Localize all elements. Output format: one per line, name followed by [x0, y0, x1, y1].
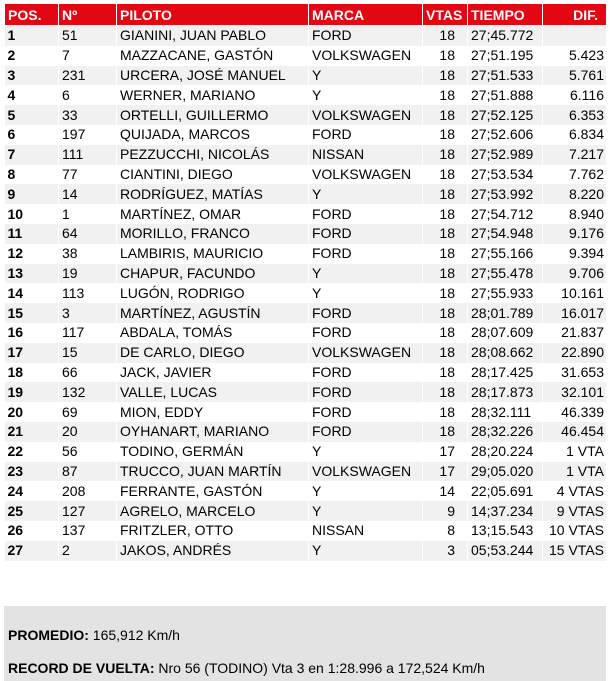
table-row: [5, 481, 607, 501]
cell-dif: 1 VTA: [543, 462, 607, 482]
table-row: [5, 66, 607, 86]
cell-dif: [543, 26, 607, 46]
cell-piloto: FERRANTE, GASTÓN: [117, 481, 309, 501]
cell-dif: 10 VTAS: [543, 521, 607, 541]
results-table: [4, 3, 607, 561]
cell-tiempo: 27;51.888: [468, 85, 543, 105]
cell-vtas: 18: [423, 85, 468, 105]
cell-vtas: 18: [423, 363, 468, 383]
cell-piloto: WERNER, MARIANO: [117, 85, 309, 105]
cell-piloto: GIANINI, JUAN PABLO: [117, 26, 309, 46]
cell-dif: 9.706: [543, 264, 607, 284]
cell-dif: 6.353: [543, 105, 607, 125]
cell-dif: 5.761: [543, 66, 607, 86]
cell-dif: 21.837: [543, 323, 607, 343]
cell-tiempo: 28;08.662: [468, 343, 543, 363]
cell-tiempo: 27;53.534: [468, 165, 543, 185]
cell-vtas: 8: [423, 521, 468, 541]
cell-pos: 3: [5, 66, 59, 86]
cell-vtas: 18: [423, 382, 468, 402]
cell-pos: 27: [5, 541, 59, 561]
cell-pos: 4: [5, 85, 59, 105]
cell-pos: 16: [5, 323, 59, 343]
promedio-value: 165,912 Km/h: [92, 627, 180, 643]
cell-tiempo: 27;55.933: [468, 283, 543, 303]
cell-marca: VOLKSWAGEN: [309, 343, 423, 363]
cell-piloto: LUGÓN, RODRIGO: [117, 283, 309, 303]
cell-pos: 10: [5, 204, 59, 224]
cell-pos: 26: [5, 521, 59, 541]
cell-vtas: 18: [423, 303, 468, 323]
cell-piloto: MION, EDDY: [117, 402, 309, 422]
cell-dif: 6.116: [543, 85, 607, 105]
cell-vtas: 18: [423, 125, 468, 145]
table-row: [5, 462, 607, 482]
table-row: [5, 422, 607, 442]
header-pos: POS.: [5, 4, 59, 26]
cell-tiempo: 28;20.224: [468, 442, 543, 462]
cell-dif: 31.653: [543, 363, 607, 383]
cell-dif: 8.940: [543, 204, 607, 224]
table-row: [5, 343, 607, 363]
cell-tiempo: 27;52.125: [468, 105, 543, 125]
cell-marca: FORD: [309, 363, 423, 383]
table-row: [5, 145, 607, 165]
cell-tiempo: 05;53.244: [468, 541, 543, 561]
cell-pos: 8: [5, 165, 59, 185]
cell-pos: 21: [5, 422, 59, 442]
cell-marca: VOLKSWAGEN: [309, 462, 423, 482]
cell-num: 111: [59, 145, 117, 165]
cell-num: 117: [59, 323, 117, 343]
summary-footer: [4, 606, 606, 681]
table-row: [5, 224, 607, 244]
header-piloto: PILOTO: [117, 4, 309, 26]
cell-dif: 9 VTAS: [543, 501, 607, 521]
cell-dif: 10.161: [543, 283, 607, 303]
cell-marca: Y: [309, 481, 423, 501]
cell-piloto: FRITZLER, OTTO: [117, 521, 309, 541]
cell-tiempo: 27;55.478: [468, 264, 543, 284]
promedio-line: [8, 627, 180, 643]
header-vtas: VTAS: [423, 4, 468, 26]
header-row: [5, 4, 607, 26]
cell-vtas: 18: [423, 26, 468, 46]
cell-num: 2: [59, 541, 117, 561]
table-row: [5, 105, 607, 125]
cell-pos: 20: [5, 402, 59, 422]
cell-tiempo: 28;17.873: [468, 382, 543, 402]
cell-marca: VOLKSWAGEN: [309, 165, 423, 185]
cell-pos: 11: [5, 224, 59, 244]
cell-piloto: AGRELO, MARCELO: [117, 501, 309, 521]
cell-vtas: 3: [423, 541, 468, 561]
cell-vtas: 18: [423, 224, 468, 244]
cell-tiempo: 22;05.691: [468, 481, 543, 501]
cell-num: 14: [59, 184, 117, 204]
cell-marca: FORD: [309, 422, 423, 442]
table-row: [5, 184, 607, 204]
cell-num: 20: [59, 422, 117, 442]
cell-pos: 19: [5, 382, 59, 402]
cell-piloto: RODRÍGUEZ, MATÍAS: [117, 184, 309, 204]
cell-marca: VOLKSWAGEN: [309, 46, 423, 66]
cell-marca: Y: [309, 85, 423, 105]
cell-pos: 23: [5, 462, 59, 482]
cell-num: 51: [59, 26, 117, 46]
cell-piloto: CIANTINI, DIEGO: [117, 165, 309, 185]
cell-piloto: MAZZACANE, GASTÓN: [117, 46, 309, 66]
cell-pos: 12: [5, 244, 59, 264]
cell-vtas: 17: [423, 462, 468, 482]
cell-pos: 1: [5, 26, 59, 46]
cell-tiempo: 27;52.989: [468, 145, 543, 165]
cell-vtas: 18: [423, 283, 468, 303]
cell-piloto: PEZZUCCHI, NICOLÁS: [117, 145, 309, 165]
cell-tiempo: 27;51.195: [468, 46, 543, 66]
table-row: [5, 541, 607, 561]
cell-dif: 1 VTA: [543, 442, 607, 462]
cell-num: 19: [59, 264, 117, 284]
cell-dif: 9.394: [543, 244, 607, 264]
cell-tiempo: 28;32.111: [468, 402, 543, 422]
cell-num: 64: [59, 224, 117, 244]
cell-piloto: MARTÍNEZ, AGUSTÍN: [117, 303, 309, 323]
cell-dif: 7.762: [543, 165, 607, 185]
cell-tiempo: 27;53.992: [468, 184, 543, 204]
cell-dif: 15 VTAS: [543, 541, 607, 561]
cell-dif: 8.220: [543, 184, 607, 204]
cell-marca: FORD: [309, 26, 423, 46]
cell-num: 33: [59, 105, 117, 125]
cell-vtas: 18: [423, 165, 468, 185]
cell-piloto: ORTELLI, GUILLERMO: [117, 105, 309, 125]
cell-pos: 9: [5, 184, 59, 204]
cell-num: 1: [59, 204, 117, 224]
cell-tiempo: 27;45.772: [468, 26, 543, 46]
cell-num: 132: [59, 382, 117, 402]
cell-pos: 2: [5, 46, 59, 66]
cell-num: 197: [59, 125, 117, 145]
cell-vtas: 18: [423, 422, 468, 442]
cell-piloto: TRUCCO, JUAN MARTÍN: [117, 462, 309, 482]
cell-dif: 22.890: [543, 343, 607, 363]
cell-piloto: MORILLO, FRANCO: [117, 224, 309, 244]
cell-tiempo: 14;37.234: [468, 501, 543, 521]
cell-vtas: 18: [423, 204, 468, 224]
cell-num: 15: [59, 343, 117, 363]
cell-num: 3: [59, 303, 117, 323]
cell-num: 38: [59, 244, 117, 264]
table-row: [5, 363, 607, 383]
cell-pos: 7: [5, 145, 59, 165]
cell-marca: FORD: [309, 303, 423, 323]
cell-piloto: URCERA, JOSÉ MANUEL: [117, 66, 309, 86]
table-row: [5, 501, 607, 521]
cell-marca: FORD: [309, 323, 423, 343]
table-row: [5, 283, 607, 303]
cell-num: 6: [59, 85, 117, 105]
cell-vtas: 18: [423, 105, 468, 125]
cell-num: 137: [59, 521, 117, 541]
cell-num: 69: [59, 402, 117, 422]
cell-marca: FORD: [309, 125, 423, 145]
cell-piloto: OYHANART, MARIANO: [117, 422, 309, 442]
record-label: RECORD DE VUELTA:: [8, 660, 155, 676]
header-num: Nº: [59, 4, 117, 26]
cell-vtas: 18: [423, 145, 468, 165]
cell-pos: 22: [5, 442, 59, 462]
cell-vtas: 18: [423, 46, 468, 66]
cell-vtas: 18: [423, 66, 468, 86]
cell-dif: 46.339: [543, 402, 607, 422]
cell-dif: 46.454: [543, 422, 607, 442]
cell-marca: Y: [309, 541, 423, 561]
cell-piloto: MARTÍNEZ, OMAR: [117, 204, 309, 224]
cell-num: 113: [59, 283, 117, 303]
cell-marca: Y: [309, 66, 423, 86]
cell-dif: 32.101: [543, 382, 607, 402]
promedio-label: PROMEDIO:: [8, 627, 89, 643]
cell-vtas: 18: [423, 402, 468, 422]
cell-tiempo: 27;55.166: [468, 244, 543, 264]
cell-dif: 9.176: [543, 224, 607, 244]
cell-tiempo: 27;54.712: [468, 204, 543, 224]
cell-dif: 16.017: [543, 303, 607, 323]
cell-num: 231: [59, 66, 117, 86]
cell-pos: 15: [5, 303, 59, 323]
cell-marca: FORD: [309, 224, 423, 244]
record-value: Nro 56 (TODINO) Vta 3 en 1:28.996 a 172,524 Km/h: [158, 660, 485, 676]
cell-tiempo: 28;17.425: [468, 363, 543, 383]
cell-marca: Y: [309, 501, 423, 521]
table-row: [5, 125, 607, 145]
table-row: [5, 26, 607, 46]
cell-tiempo: 29;05.020: [468, 462, 543, 482]
cell-tiempo: 27;54.948: [468, 224, 543, 244]
cell-vtas: 17: [423, 442, 468, 462]
cell-marca: Y: [309, 184, 423, 204]
cell-marca: FORD: [309, 204, 423, 224]
cell-pos: 5: [5, 105, 59, 125]
cell-tiempo: 28;32.226: [468, 422, 543, 442]
cell-dif: 4 VTAS: [543, 481, 607, 501]
cell-vtas: 18: [423, 343, 468, 363]
table-row: [5, 382, 607, 402]
cell-vtas: 14: [423, 481, 468, 501]
cell-dif: 6.834: [543, 125, 607, 145]
table-row: [5, 244, 607, 264]
table-row: [5, 442, 607, 462]
cell-marca: VOLKSWAGEN: [309, 105, 423, 125]
cell-num: 66: [59, 363, 117, 383]
cell-piloto: TODINO, GERMÁN: [117, 442, 309, 462]
record-line: [8, 660, 485, 676]
cell-tiempo: 13;15.543: [468, 521, 543, 541]
table-row: [5, 85, 607, 105]
cell-piloto: CHAPUR, FACUNDO: [117, 264, 309, 284]
cell-pos: 24: [5, 481, 59, 501]
cell-tiempo: 27;51.533: [468, 66, 543, 86]
cell-piloto: DE CARLO, DIEGO: [117, 343, 309, 363]
table-row: [5, 521, 607, 541]
cell-piloto: JACK, JAVIER: [117, 363, 309, 383]
table-row: [5, 264, 607, 284]
table-row: [5, 402, 607, 422]
cell-dif: 5.423: [543, 46, 607, 66]
table-row: [5, 165, 607, 185]
cell-pos: 18: [5, 363, 59, 383]
cell-vtas: 18: [423, 323, 468, 343]
cell-pos: 25: [5, 501, 59, 521]
results-body: [5, 26, 607, 561]
cell-marca: Y: [309, 264, 423, 284]
table-row: [5, 46, 607, 66]
cell-num: 7: [59, 46, 117, 66]
cell-num: 56: [59, 442, 117, 462]
cell-vtas: 18: [423, 244, 468, 264]
cell-marca: Y: [309, 283, 423, 303]
header-dif: DIF.: [543, 4, 607, 26]
cell-tiempo: 27;52.606: [468, 125, 543, 145]
table-row: [5, 204, 607, 224]
cell-marca: Y: [309, 442, 423, 462]
table-row: [5, 303, 607, 323]
cell-marca: FORD: [309, 382, 423, 402]
cell-marca: FORD: [309, 244, 423, 264]
cell-marca: NISSAN: [309, 521, 423, 541]
cell-piloto: JAKOS, ANDRÉS: [117, 541, 309, 561]
cell-piloto: ABDALA, TOMÁS: [117, 323, 309, 343]
cell-num: 77: [59, 165, 117, 185]
cell-pos: 14: [5, 283, 59, 303]
header-marca: MARCA: [309, 4, 423, 26]
cell-piloto: LAMBIRIS, MAURICIO: [117, 244, 309, 264]
cell-marca: FORD: [309, 402, 423, 422]
cell-pos: 6: [5, 125, 59, 145]
table-row: [5, 323, 607, 343]
header-tiempo: TIEMPO: [468, 4, 543, 26]
cell-num: 127: [59, 501, 117, 521]
cell-vtas: 18: [423, 184, 468, 204]
cell-vtas: 18: [423, 264, 468, 284]
cell-piloto: VALLE, LUCAS: [117, 382, 309, 402]
cell-vtas: 9: [423, 501, 468, 521]
cell-num: 87: [59, 462, 117, 482]
cell-marca: NISSAN: [309, 145, 423, 165]
cell-tiempo: 28;07.609: [468, 323, 543, 343]
cell-pos: 13: [5, 264, 59, 284]
cell-dif: 7.217: [543, 145, 607, 165]
cell-num: 208: [59, 481, 117, 501]
cell-tiempo: 28;01.789: [468, 303, 543, 323]
cell-pos: 17: [5, 343, 59, 363]
cell-piloto: QUIJADA, MARCOS: [117, 125, 309, 145]
